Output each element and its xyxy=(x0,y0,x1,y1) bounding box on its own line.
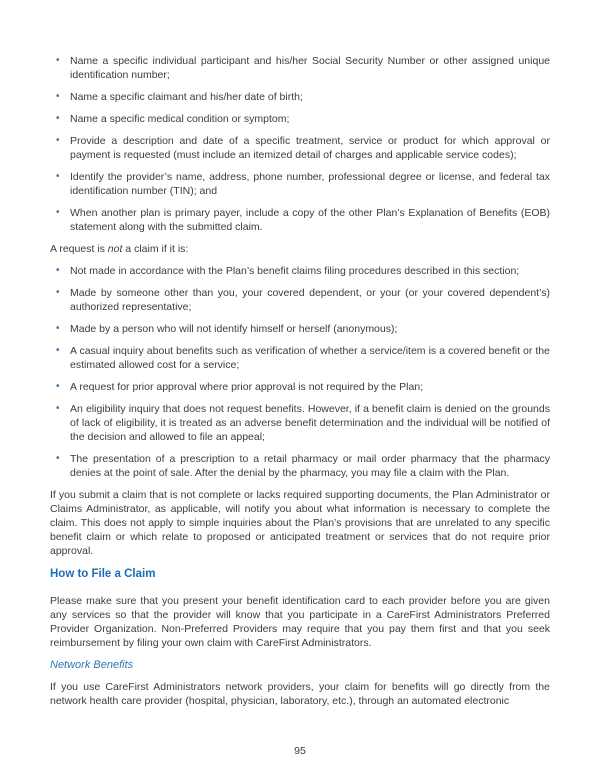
list-item xyxy=(56,90,550,104)
bullet-icon: • xyxy=(56,453,60,464)
intro-suffix: a claim if it is: xyxy=(122,243,189,255)
claim-requirements-list xyxy=(50,54,550,234)
not-claim-list xyxy=(50,264,550,480)
bullet-icon: • xyxy=(56,403,60,414)
list-item-text: Made by a person who will not identify himself or herself (anonymous); xyxy=(70,323,398,335)
bullet-icon: • xyxy=(56,207,60,218)
bullet-icon: • xyxy=(56,265,60,276)
list-item xyxy=(56,134,550,162)
list-item xyxy=(56,452,550,480)
bullet-icon: • xyxy=(56,287,60,298)
list-item-text: Name a specific individual participant and his/her Social Security Number or other assigned unique identification number; xyxy=(70,55,550,81)
subheading-network-benefits: Network Benefits xyxy=(50,659,134,671)
intro-italic-word: not xyxy=(107,243,123,255)
list-item xyxy=(56,206,550,234)
list-item xyxy=(56,322,550,336)
list-item-text: A request for prior approval where prior approval is not required by the Plan; xyxy=(70,381,424,393)
list-item-text: Not made in accordance with the Plan’s benefit claims filing procedures described in this section; xyxy=(70,265,520,277)
page-number: 95 xyxy=(294,745,306,757)
bullet-icon: • xyxy=(56,135,60,146)
list-item-text: Provide a description and date of a specific treatment, service or product for which approval or payment is requested (must include an itemized detail of charges and applicable service codes); xyxy=(70,135,550,161)
paragraph-incomplete-claim: If you submit a claim that is not complete or lacks required supporting documents, the Plan Administrator or Claims Administrator, as applicable, will notify you about what information is necessary to complete the claim. This does not apply to simple inquiries about the Plan’s provisions that are unrelated to any specific benefit claim or which relate to proposed or anticipated treatment or services that do not require prior approval. xyxy=(50,489,550,557)
paragraph-present-card: Please make sure that you present your benefit identification card to each provider before you are given any services so that the provider will know that you participate in a CareFirst Administrators Preferred Provider Organization. Non-Preferred Providers may require that you pay them first and that you seek reimbursement by filing your own claim with CareFirst Administrators. xyxy=(50,595,550,649)
bullet-icon: • xyxy=(56,91,60,102)
list-item xyxy=(56,380,550,394)
list-item xyxy=(56,402,550,444)
list-item xyxy=(56,170,550,198)
list-item-text: Made by someone other than you, your covered dependent, or your (or your covered dependent’s) authorized representative; xyxy=(70,287,550,313)
intro-prefix: A request is xyxy=(50,243,108,255)
bullet-icon: • xyxy=(56,345,60,356)
bullet-icon: • xyxy=(56,113,60,124)
bullet-icon: • xyxy=(56,171,60,182)
paragraph-network-claims: If you use CareFirst Administrators network providers, your claim for benefits will go directly from the network health care provider (hospital, physician, laboratory, etc.), through an automated electronic xyxy=(50,681,550,707)
list-item xyxy=(56,112,550,126)
list-item-text: A casual inquiry about benefits such as verification of whether a service/item is a covered benefit or the estimated allowed cost for a service; xyxy=(70,345,550,371)
list-item-text: An eligibility inquiry that does not request benefits. However, if a benefit claim is denied on the grounds of lack of eligibility, it is treated as an adverse benefit determination and the individual will be notified of the decision and allowed to file an appeal; xyxy=(70,403,550,443)
heading-how-to-file-a-claim: How to File a Claim xyxy=(50,568,156,580)
bullet-icon: • xyxy=(56,55,60,66)
not-claim-intro xyxy=(50,242,550,256)
bullet-icon: • xyxy=(56,323,60,334)
bullet-icon: • xyxy=(56,381,60,392)
list-item-text: When another plan is primary payer, include a copy of the other Plan’s Explanation of Benefits (EOB) statement along with the submitted claim. xyxy=(70,207,550,233)
list-item xyxy=(56,264,550,278)
list-item-text: The presentation of a prescription to a retail pharmacy or mail order pharmacy that the pharmacy denies at the point of sale. After the denial by the pharmacy, you may file a claim with the Plan. xyxy=(70,453,550,479)
list-item xyxy=(56,54,550,82)
list-item xyxy=(56,344,550,372)
list-item xyxy=(56,286,550,314)
list-item-text: Name a specific medical condition or symptom; xyxy=(70,113,290,125)
list-item-text: Name a specific claimant and his/her date of birth; xyxy=(70,91,303,103)
list-item-text: Identify the provider’s name, address, phone number, professional degree or license, and federal tax identification number (TIN); and xyxy=(70,171,550,197)
